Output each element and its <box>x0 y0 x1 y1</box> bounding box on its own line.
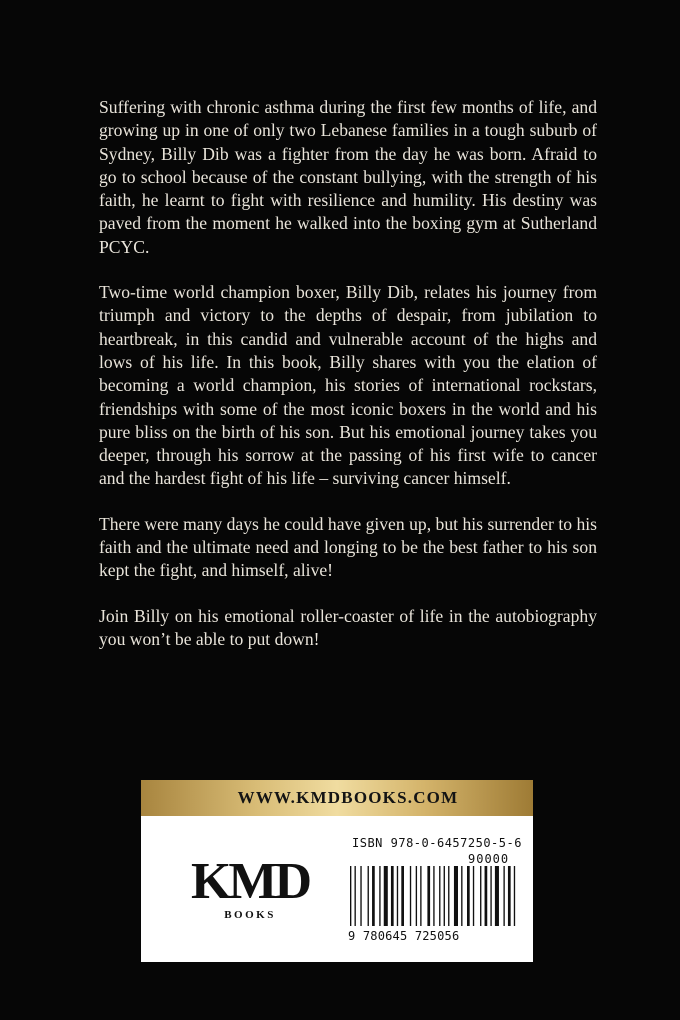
barcode-digits: 9 780645 725056 <box>348 929 460 943</box>
publisher-badge <box>141 780 533 962</box>
isbn-label: ISBN 978-0-6457250-5-6 <box>352 836 522 850</box>
barcode-bar <box>416 866 417 926</box>
barcode-bar <box>433 866 434 926</box>
barcode-bar <box>467 866 470 926</box>
barcode-bar <box>427 866 430 926</box>
barcode-bar <box>514 866 515 926</box>
website-banner <box>141 780 533 816</box>
logo-subtitle: BOOKS <box>224 909 276 921</box>
publisher-website: WWW.KMDBOOKS.COM <box>237 788 459 807</box>
blurb-text <box>99 96 597 673</box>
blurb-paragraph-3: There were many days he could have given up, but his surrender to his faith and the ultimate need and longing to be the best father to his son kept the fight, and himself, alive! <box>99 513 597 581</box>
barcode-bar <box>372 866 375 926</box>
barcode-bar <box>480 866 481 926</box>
barcode-bar <box>439 866 440 926</box>
barcode-bar <box>360 866 361 926</box>
barcode-bar <box>454 866 458 926</box>
price-code: 90000 <box>468 852 510 866</box>
barcode-bar <box>490 866 491 926</box>
barcode-bar <box>355 866 356 926</box>
barcode-bar <box>410 866 411 926</box>
barcode-bar <box>420 866 421 926</box>
logo-wordmark: KMD <box>190 853 310 910</box>
blurb-paragraph-2: Two-time world champion boxer, Billy Dib, relates his journey from triumph and victory to the depths of despair, from jubilation to heartbreak, in this candid and vulnerable account of the highs and lows of his life. In this book, Billy shares with you the elation of becoming a world champion, his stories of international rockstars, friendships with some of the most iconic boxers in the world and his pure bliss on the birth of his son. But his emotional journey takes you deeper, through his sorrow at the passing of his first wife to cancer and the hardest fight of his life – surviving cancer himself. <box>99 282 597 489</box>
barcode-bar <box>461 866 462 926</box>
barcode-bar <box>391 866 394 926</box>
kmd-books-logo <box>175 853 325 936</box>
barcode-bar <box>444 866 445 926</box>
barcode-bar <box>350 866 351 926</box>
barcode-bar <box>448 866 449 926</box>
barcode-bar <box>401 866 404 926</box>
barcode-bar <box>368 866 369 926</box>
barcode-bar <box>503 866 504 926</box>
barcode-bar <box>397 866 398 926</box>
barcode-bar <box>384 866 388 926</box>
isbn-barcode <box>348 866 518 926</box>
barcode-bar <box>485 866 488 926</box>
blurb-paragraph-1: Suffering with chronic asthma during the first few months of life, and growing up in one of only two Lebanese families in a tough suburb of Sydney, Billy Dib was a fighter from the day he was born. Afraid to go to school because of the constant bullying, with the strength of his faith, he learnt to fight with resilience and humility. His destiny was paved from the moment he walked into the boxing gym at Sutherland PCYC. <box>99 97 597 257</box>
blurb-paragraph-4: Join Billy on his emotional roller-coaster of life in the autobiography you won’t be able to put down! <box>99 605 597 649</box>
barcode-bar <box>508 866 511 926</box>
barcode-bar <box>495 866 499 926</box>
barcode-bar <box>473 866 474 926</box>
barcode-bar <box>379 866 380 926</box>
